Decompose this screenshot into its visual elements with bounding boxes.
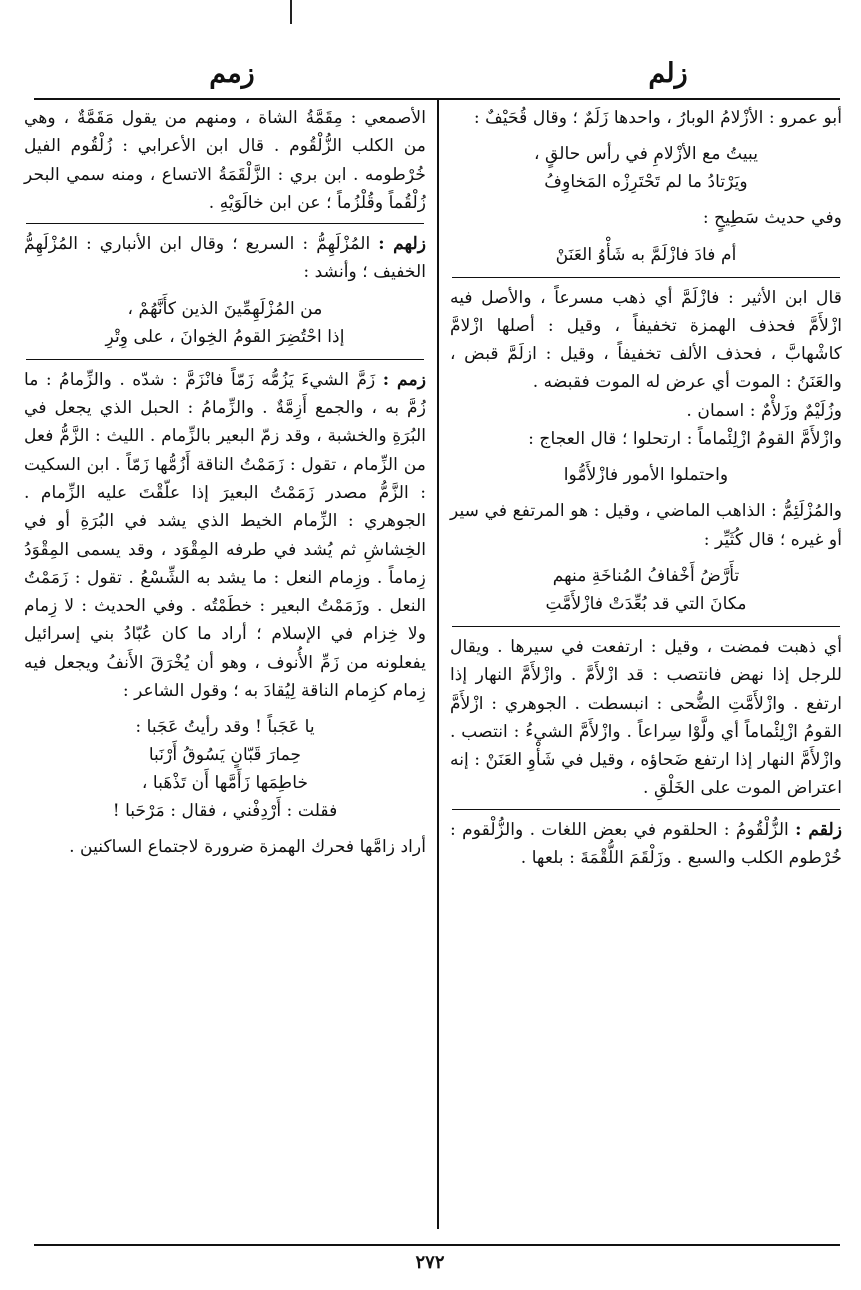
paragraph: قال ابن الأثير : فازْلَمَّ أي ذهب مسرعاً ، والأصل فيه ازْلأَمَّ فحذف الهمزة تخفيفاً ، وقيل : أصلها ازْلامَّ كاشْهابَّ ، فحذف الألف تخفيفاً ، وقيل : ازلَمَّ قبض ، والعَنَنُ : الموت أي عرض له الموت فقبضه .	[450, 287, 842, 393]
section-divider	[452, 277, 840, 278]
entry-text: المُزْلَهِمُّ : السريع ؛ وقال ابن الأنباري : المُزْلَهِمُّ الخفيف ؛ وأنشد :	[24, 234, 426, 283]
entry-headword: زلقم :	[795, 819, 843, 840]
verse-line: إذا احْتُضِرَ القومُ الخِوانَ ، على وِتْرِ	[105, 326, 345, 347]
entry-headword: زمم :	[382, 369, 426, 390]
entry-text: الزُّلْقُومُ : الحلقوم في بعض اللغات . والزُّلْقوم : خُرْطوم الكلب والسبع . وزَلْقَمَ اللُّقْمَةَ : بلعها .	[450, 819, 842, 869]
bottom-rule	[34, 1244, 840, 1246]
entry-zamam	[24, 366, 426, 706]
entry-zalham	[24, 230, 426, 287]
section-divider	[452, 809, 840, 810]
verse-line: يبيتُ مع الأزْلامِ في رأس حالقٍ ،	[533, 144, 759, 165]
right-column-headword: زلم	[648, 58, 688, 89]
paragraph: وفي حديث سَطِيحٍ :	[702, 208, 842, 229]
paragraph: وزُلَيْمٌ وزَلأْمٌ : اسمان .	[686, 400, 842, 421]
paragraph: أي ذهبت فمضت ، وقيل : ارتفعت في سيرها . ويقال للرجل إذا نهض فانتصب : قد ازْلأَمَّ . وازْلأَمَّ النهار إذا ارتفع . وازْلأَمَّتِ الضُّحى : انبسطت . الجوهري : ازْلأَمَّ القومُ ازْلِئْماماً أي ولَّوْا سِراعاً . وازْلأَمَّ الشيءُ : انتصب . وازْلأَمَّ النهار إذا ارتفع ضَحاؤه ، وقيل في شَأْوِ العَنَنْ : إنه اعتراض الموت على الخَلْقِ .	[450, 636, 842, 799]
verse-line: من المُزْلَهِمِّينَ الذين كأَنَّهُمْ ،	[127, 298, 323, 319]
paragraph: أراد زامَّها فحرك الهمزة ضرورة لاجتماع الساكنين .	[69, 837, 426, 858]
left-column-headword: زمم	[209, 58, 255, 89]
right-column	[450, 104, 842, 872]
top-tick-mark	[290, 0, 292, 24]
entry-text: زَمَّ الشيءَ يَزُمُّه زَمّاً فانْزَمَّ : شدّه . والزِّمامُ : ما زُمَّ به ، والجمع أَزِمَّةٌ . والزِّمامُ : الحبل الذي يجعل في البُرَةِ والخشبة ، وقد زمّ البعير بالزِّمام . الليث : الزَّمُّ فعل من الزِّمام ، تقول : زَمَمْتُ الناقة أَزُمُّها زَمّاً . ابن السكيت : الزَّمُّ مصدر زَمَمْتُ البعيرَ إذا علّقْتَ عليه الزِّمام . الجوهري : الزِّمام الخيط الذي يشد في البُرَةِ أو في الخِشاشِ ثم يُشد في طرفه المِقْوَد ، وقد يسمى المِقْوَدُ زِماماً . وزِمام النعل : ما يشد به الشِّسْعُ . تقول : زَمَمْتُ النعل . وزَمَمْتُ البعير : خطَمْتُه . وفي الحديث : لا زِمام ولا خِزام في الإسلام ؛ أراد ما كان عُبّادُ بني إسرائيل يفعلونه من زَمِّ الأُنوف ، وهو أن يُخْرَقَ الأَنفُ ويجعل فيه زِمام كزِمام الناقة لِيُقادَ به ؛ وقول الشاعر :	[24, 369, 426, 702]
paragraph: الأصمعي : مِقَمَّةُ الشاة ، ومنهم من يقول مَقَمَّةٌ ، وهي من الكلب الزُّلْقُوم . قال ابن الأعرابي : زُلْقُوم الفيل خُرْطومه . ابن بري : الزَّلْقَمَةُ الاتساع ، ومنه سمي البحر زُلْقُماً وقُلْزُماً ؛ عن ابن خالَوَيْهِ .	[24, 108, 426, 213]
verse	[24, 713, 426, 825]
verse	[24, 295, 426, 351]
verse-line: أم فادَ فازْلَمَّ به شَأْوُ العَنَنْ	[555, 244, 737, 265]
verse-line: حِمارَ قَبّانٍ يَسُوقُ أَرْنَبا	[148, 745, 302, 766]
verse	[450, 140, 842, 196]
section-divider	[26, 223, 424, 224]
verse-line: يا عَجَباً ! وقد رأيتُ عَجَبا :	[135, 717, 315, 738]
verse-line: خاطِمَها زَأَمَّها أَن تَذْهَبا ،	[141, 773, 309, 794]
verse-line: واحتملوا الأمور فازْلأَمُّوا	[563, 465, 729, 486]
column-separator	[437, 100, 439, 1229]
verse-line: فقلت : أَرْدِفْني ، فقال : مَرْحَبا !	[112, 801, 338, 822]
verse	[450, 241, 842, 269]
verse-line: ويَرْتادُ ما لم تَحْتَرِزْه المَخاوِفُ	[544, 172, 748, 193]
section-divider	[26, 359, 424, 360]
left-column	[24, 104, 426, 862]
entry-zalqam	[450, 816, 842, 873]
verse-line: تأَرَّضُ أَخْفافُ المُناخَةِ منهم	[552, 565, 740, 586]
verse	[450, 461, 842, 489]
paragraph: أبو عمرو : الأزْلامُ الوبارُ ، واحدها زَلَمٌ ؛ وقال قُحَيْفٌ :	[473, 108, 842, 128]
entry-headword: زلهم :	[378, 234, 426, 255]
paragraph: والمُزْلَئِمُّ : الذاهب الماضي ، وقيل : هو المرتفع في سير أو غيره ؛ قال كُثَيِّر :	[450, 501, 842, 550]
page-number: ٢٧٢	[415, 1252, 445, 1273]
paragraph: وازْلأَمَّ القومُ ازْلِئْماماً : ارتحلوا ؛ قال العجاج :	[528, 429, 842, 450]
section-divider	[452, 626, 840, 627]
verse	[450, 562, 842, 618]
verse-line: مكانَ التي قد بُعِّدَتْ فازْلأَمَّتِ	[545, 593, 747, 614]
